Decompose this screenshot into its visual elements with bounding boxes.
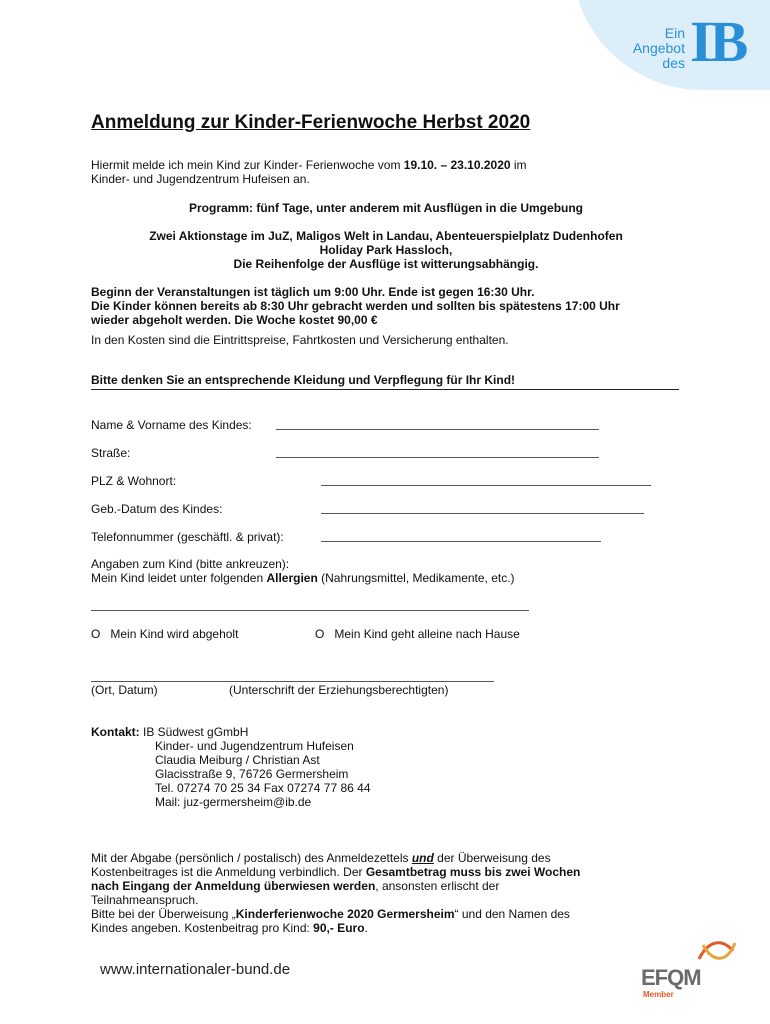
option-alleine[interactable] [315, 627, 520, 641]
abgabe-b2: Gesamtbetrag muss bis zwei Wochen [365, 865, 581, 879]
intro-text [91, 158, 691, 186]
abgabe-d: Teilnahmeanspruch. [91, 893, 199, 907]
abgabe-e1: Bitte bei der Überweisung „ [91, 907, 236, 921]
efqm-logo-icon [695, 935, 739, 965]
abgabe-b1: Kostenbeitrages ist die Anmeldung verbindlich. Der [91, 865, 366, 879]
telefon-label: Telefonnummer (geschäftl. & privat): [91, 530, 284, 544]
allergien-label: Allergien [266, 571, 318, 585]
kosten-text: In den Kosten sind die Eintrittspreise, Fahrtkosten und Versicherung enthalten. [91, 333, 509, 347]
logo-line-angebot: Angebot [632, 40, 685, 56]
aktion-line2: Holiday Park Hassloch, [319, 243, 453, 257]
aktion-line1: Zwei Aktionstage im JuZ, Maligos Welt in Landau, Abenteuerspielplatz Dudenhofen [149, 229, 623, 243]
abgabe-f3: . [364, 921, 368, 935]
abgabe-und: und [411, 851, 434, 865]
angaben-line2a: Mein Kind leidet unter folgenden [91, 571, 267, 585]
logo-line-des: des [662, 55, 685, 71]
aktion-line3: Die Reihenfolge der Ausflüge ist witterungsabhängig. [233, 257, 539, 271]
ib-logo [690, 8, 745, 75]
efqm-member: Member [643, 990, 674, 999]
radio-circle-icon: O [315, 627, 325, 641]
abgabe-f1: Kindes angeben. Kostenbeitrag pro Kind: [91, 921, 314, 935]
allergien-line[interactable] [91, 610, 529, 611]
kontakt-label: Kontakt: [91, 725, 140, 739]
telefon-line[interactable] [321, 541, 601, 542]
abgabe-a2: der Überweisung des [433, 851, 551, 865]
intro-dates: 19.10. – 23.10.2020 [403, 158, 511, 172]
kontakt-block [91, 725, 371, 809]
abgabe-c1: nach Eingang der Anmeldung überwiesen werden [91, 879, 376, 893]
signature-line[interactable] [91, 681, 494, 682]
strasse-label: Straße: [91, 446, 131, 460]
kleidung-text: Bitte denken Sie an entsprechende Kleidung und Verpflegung für Ihr Kind! [91, 373, 679, 390]
intro-part2: im [510, 158, 527, 172]
page-title: Anmeldung zur Kinder-Ferienwoche Herbst 2020 [91, 112, 531, 133]
aktion-text [91, 229, 681, 271]
kontakt-org: IB Südwest gGmbH [139, 725, 249, 739]
option-abgeholt[interactable] [91, 627, 238, 641]
intro-part1: Hiermit melde ich mein Kind zur Kinder- Ferienwoche vom [91, 158, 404, 172]
unterschrift-label: (Unterschrift der Erziehungsberechtigten) [229, 683, 449, 697]
intro-line2: Kinder- und Jugendzentrum Hufeisen an. [91, 172, 310, 186]
logo-line-ein: Ein [664, 25, 685, 41]
plz-line[interactable] [321, 485, 651, 486]
plz-label: PLZ & Wohnort: [91, 474, 177, 488]
programm-text: Programm: fünf Tage, unter anderem mit Ausflügen in die Umgebung [188, 201, 584, 215]
beginn-line1: Beginn der Veranstaltungen ist täglich um 9:00 Uhr. Ende ist gegen 16:30 Uhr. [91, 285, 535, 299]
angaben-text [91, 557, 691, 585]
abgabe-e3: “ und den Namen des [454, 907, 570, 921]
kontakt-line1: Kinder- und Jugendzentrum Hufeisen [155, 739, 354, 753]
beginn-text [91, 285, 691, 327]
kontakt-line2: Claudia Meiburg / Christian Ast [155, 753, 320, 767]
option-alleine-label: Mein Kind geht alleine nach Hause [334, 627, 520, 641]
abgabe-text [91, 851, 691, 935]
ib-logo-text: IB [690, 9, 746, 74]
geb-label: Geb.-Datum des Kindes: [91, 502, 223, 516]
ort-datum-label: (Ort, Datum) [91, 683, 158, 697]
kontakt-line3: Glacisstraße 9, 76726 Germersheim [155, 767, 349, 781]
name-line[interactable] [276, 429, 599, 430]
kontakt-email: Mail: juz-germersheim@ib.de [155, 795, 312, 809]
strasse-line[interactable] [276, 457, 599, 458]
logo-tagline [625, 26, 685, 71]
option-abgeholt-label: Mein Kind wird abgeholt [110, 627, 239, 641]
kontakt-line4: Tel. 07274 70 25 34 Fax 07274 77 86 44 [155, 781, 371, 795]
footer-url[interactable]: www.internationaler-bund.de [100, 961, 291, 978]
radio-circle-icon: O [91, 627, 101, 641]
efqm-logo: EFQM [641, 965, 701, 990]
abgabe-f2: 90,- Euro [313, 921, 365, 935]
beginn-line3: wieder abgeholt werden. Die Woche kostet 90,00 € [91, 313, 378, 327]
abgabe-c2: , ansonsten erlischt der [375, 879, 500, 893]
abgabe-e2: Kinderferienwoche 2020 Germersheim [235, 907, 455, 921]
angaben-line2b: (Nahrungsmittel, Medikamente, etc.) [317, 571, 515, 585]
abgabe-a1: Mit der Abgabe (persönlich / postalisch) des Anmeldezettels [91, 851, 412, 865]
name-label: Name & Vorname des Kindes: [91, 418, 252, 432]
beginn-line2: Die Kinder können bereits ab 8:30 Uhr gebracht werden und sollten bis spätestens 17:00 Uhr [91, 299, 620, 313]
angaben-line1: Angaben zum Kind (bitte ankreuzen): [91, 557, 290, 571]
geb-line[interactable] [321, 513, 644, 514]
